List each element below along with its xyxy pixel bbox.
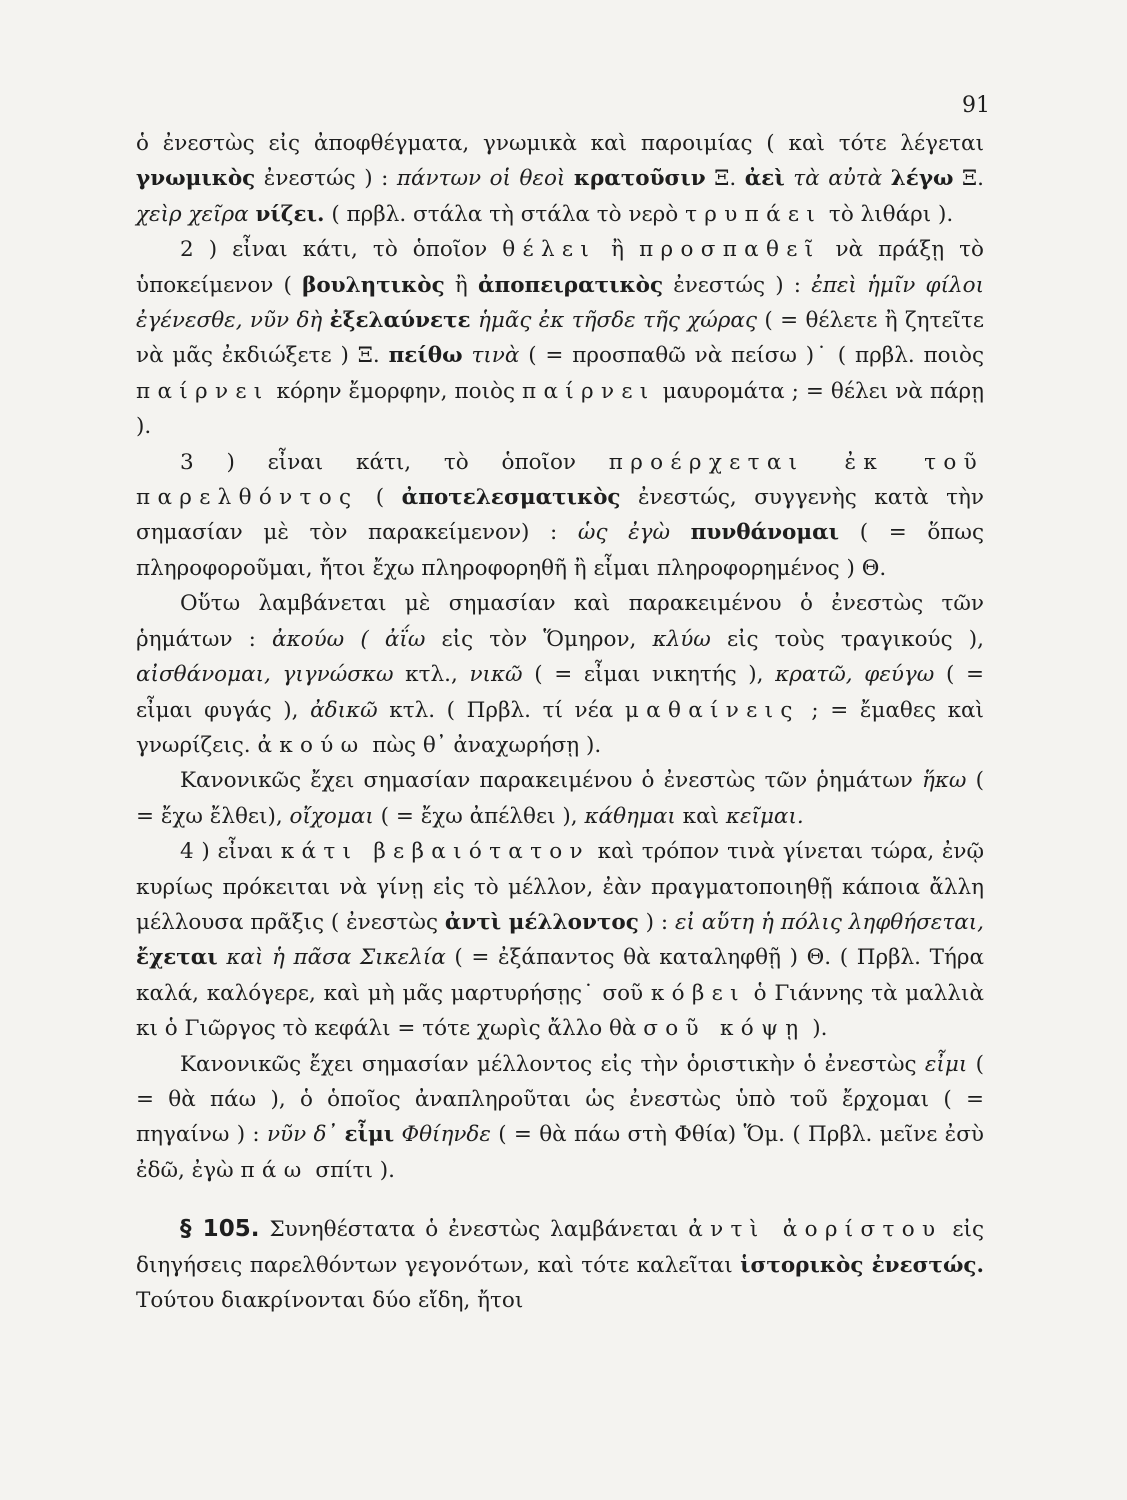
- example: πάντων οἱ θεοὶ: [396, 166, 566, 192]
- text: ὁ ἐνεστὼς εἰς ἀποφθέγματα, γνωμικὰ καὶ παροιμίας ( καὶ τότε λέγεται: [136, 131, 984, 156]
- paragraph-2: [136, 232, 984, 444]
- text: καὶ τρόπον τινὰ γίνεται τώρα, ἐνῷ κυρίως πρόκειται νὰ γίνῃ εἰς τὸ μέλλον, ἐὰν πραγματοποιηθῇ κάποια ἄλλη μέλλουσα πρᾶξις ( ἐνεστὼς: [136, 839, 984, 935]
- text: ( = εἶμαι φυγάς ),: [136, 662, 984, 723]
- example: ἀκούω ( ἀΐω: [272, 626, 426, 652]
- spaced-word: προσπαθεῖ: [639, 237, 821, 263]
- example: ἀδικῶ: [310, 697, 378, 723]
- term: ἀποτελεσματικὸς: [401, 485, 621, 511]
- spaced-word: παίρνει: [522, 378, 656, 404]
- paragraph-5: [136, 763, 984, 834]
- example: τὰ αὐτὰ: [793, 166, 883, 192]
- text: ἐνεστώς, συγγενὴς κατὰ τὴν σημασίαν μὲ τὸν παρακείμενον) :: [136, 485, 984, 546]
- text: ) :: [638, 909, 675, 935]
- example: εἰ αὕτη ἡ πόλις ληφθήσεται,: [674, 909, 985, 935]
- text: ( πρβλ. στάλα τὴ στάλα τὸ νερὸ: [324, 201, 686, 227]
- spaced-word: τρυπάει: [685, 201, 823, 227]
- text: 4 ) εἶναι: [180, 839, 281, 865]
- text: καὶ: [675, 803, 726, 829]
- term: ἐξελαύνετε: [329, 308, 471, 334]
- term: γνωμικὸς: [136, 166, 256, 192]
- text: [337, 1122, 344, 1147]
- term: ἀεὶ: [744, 166, 785, 192]
- example: νικῶ: [469, 662, 523, 688]
- example: ἡμᾶς ἐκ τῆσδε τῆς χώρας: [477, 308, 757, 334]
- example: κλύω: [652, 626, 711, 652]
- text: ἐνεστώς ) :: [663, 272, 812, 298]
- example: κρατῶ, φεύγω: [775, 662, 935, 688]
- example: καὶ ἡ πᾶσα Σικελία: [226, 945, 446, 971]
- text: ὁ Γιάννης τὰ μαλλιὰ κι ὁ Γιῶργος τὸ κεφάλι = τότε χωρὶς ἄλλο θὰ: [136, 980, 984, 1042]
- spaced-word: παίρνει: [136, 378, 270, 404]
- paragraph-3: [136, 445, 984, 587]
- example: εἶμι: [924, 1051, 968, 1077]
- text: κτλ. ( Πρβλ. τί νέα: [377, 697, 625, 723]
- example: τινὰ: [471, 343, 520, 369]
- text: [471, 308, 478, 333]
- text: ( = εἶμαι νικητής ),: [522, 662, 776, 688]
- spaced-word: προέρχεται ἐκ τοῦ παρελθόντος: [136, 449, 985, 511]
- section-number: § 105.: [180, 1216, 260, 1243]
- text: Συνηθέστατα ὁ ἐνεστὼς λαμβάνεται: [259, 1217, 689, 1243]
- text: Ξ.: [705, 166, 745, 192]
- example: οἴχομαι: [289, 803, 374, 829]
- text: σπίτι ).: [308, 1157, 396, 1183]
- text: [882, 166, 891, 191]
- term: πείθω: [388, 343, 463, 369]
- text-body: [136, 126, 984, 1318]
- spaced-word: πάω: [240, 1157, 309, 1183]
- example: κάθημαι: [584, 803, 676, 829]
- example: νῦν δ᾽: [266, 1122, 338, 1148]
- text: ( = θέλετε ἢ ζητεῖτε νὰ μᾶς ἐκδιώξετε ) Ξ.: [136, 308, 985, 369]
- term: ἀντὶ μέλλοντος: [444, 909, 639, 935]
- text: Κανονικῶς ἔχει σημασίαν παρακειμένου ὁ ἐνεστὼς τῶν ῥημάτων: [180, 768, 922, 794]
- text: κόρην ἔμορφην, ποιὸς: [269, 378, 523, 404]
- example: χεὶρ χεῖρα: [136, 201, 249, 227]
- example: ἥκω: [921, 768, 967, 794]
- text: (: [358, 485, 402, 511]
- text: κτλ.,: [393, 662, 470, 688]
- paragraph-1: [136, 126, 984, 232]
- paragraph-6: [136, 834, 984, 1046]
- text: Τούτου διακρίνονται δύο εἴδη, ἤτοι: [136, 1288, 524, 1313]
- text: ( = ὅπως πληροφοροῦμαι, ἤτοι ἔχω πληροφορηθῆ ἢ εἶμαι πληροφορημένος ) Θ.: [136, 520, 984, 581]
- example: αἰσθάνομαι, γιγνώσκω: [136, 662, 394, 688]
- example: Φθίηνδε: [401, 1122, 491, 1148]
- example: κεῖμαι.: [725, 803, 804, 829]
- text: ( = ἔχω ἔλθει),: [136, 768, 984, 829]
- term: ἀποπειρατικὸς: [477, 272, 664, 298]
- spaced-word: θέλει: [502, 237, 597, 263]
- text: ( = ἐξάπαντος θὰ καταληφθῇ ) Θ. ( Πρβλ. Τήρα καλά, καλόγερε, καὶ μὴ μᾶς μαρτυρήσῃς˙ σοῦ: [136, 945, 984, 1006]
- text: 3 ) εἶναι κάτι, τὸ ὁποῖον: [180, 449, 609, 475]
- term: ἔχεται: [136, 945, 218, 971]
- text: εἰς τοὺς τραγικούς ),: [710, 626, 985, 652]
- text: ( = προσπαθῶ νὰ πείσω )˙ ( πρβλ. ποιὸς: [519, 343, 984, 369]
- text: πὼς θ᾽ ἀναχωρήσῃ ).: [365, 732, 602, 758]
- spaced-word: μαθαίνεις: [624, 697, 800, 723]
- text: [785, 166, 794, 191]
- example: ἐπεὶ ἡμῖν φίλοι ἐγένεσθε, νῦν δὴ: [136, 272, 984, 334]
- text: ).: [805, 1016, 828, 1042]
- spaced-word: ἀκούω: [257, 732, 366, 758]
- example: ὡς ἐγὼ: [577, 520, 671, 546]
- term: νίζει.: [255, 201, 325, 227]
- text: [670, 520, 691, 545]
- text: τὸ λιθάρι ).: [822, 201, 954, 227]
- text: 2 ) εἶναι κάτι, τὸ ὁποῖον: [180, 237, 503, 263]
- text: [565, 166, 574, 191]
- term: βουλητικὸς: [302, 272, 445, 298]
- text: Κανονικῶς ἔχει σημασίαν μέλλοντος εἰς τὴν ὁριστικὴν ὁ ἐνεστὼς: [180, 1051, 925, 1077]
- section-gap: [136, 1188, 984, 1212]
- term: λέγω: [890, 166, 954, 192]
- text: μαυρομάτα ; = θέλει νὰ πάρῃ ).: [136, 378, 985, 440]
- term: κρατοῦσιν: [573, 166, 706, 192]
- text: εἰς διηγήσεις παρελθόντων γεγονότων, καὶ τότε καλεῖται: [136, 1217, 984, 1278]
- term: εἶμι: [344, 1122, 395, 1148]
- spaced-word: σοῦ κόψῃ: [643, 1016, 806, 1042]
- paragraph-4: [136, 586, 984, 763]
- spaced-word: κόβει: [650, 980, 746, 1006]
- text: ἐνεστώς ) :: [255, 166, 397, 192]
- term: πυνθάνομαι: [690, 520, 840, 546]
- text: ( = θὰ πάω ), ὁ ὁποῖος ἀναπληροῦται ὡς ἐνεστὼς ὑπὸ τοῦ ἔρχομαι ( = πηγαίνω ) :: [136, 1051, 984, 1148]
- text: ( = ἔχω ἀπέλθει ),: [373, 803, 585, 829]
- text: ( = θὰ πάω στὴ Φθία) Ὅμ. ( Πρβλ. μεῖνε ἐσὺ ἐδῶ, ἐγὼ: [136, 1122, 984, 1183]
- text: [322, 308, 329, 333]
- text: εἰς τὸν Ὅμηρον,: [425, 626, 653, 652]
- text: νὰ πράξῃ τὸ ὑποκείμενον (: [136, 237, 984, 298]
- text: ἢ: [596, 237, 640, 263]
- section-105-paragraph: [136, 1212, 984, 1318]
- paragraph-7: [136, 1047, 984, 1189]
- spaced-word: ἀντὶ ἀορίστου: [688, 1217, 943, 1243]
- text: ; = ἔμαθες καὶ γνωρίζεις.: [136, 697, 984, 758]
- spaced-word: κάτι βεβαιότατον: [280, 839, 590, 865]
- term: ἱστορικὸς ἐνεστώς.: [740, 1252, 985, 1278]
- text: ἢ: [444, 272, 478, 298]
- text: Οὕτω λαμβάνεται μὲ σημασίαν καὶ παρακειμένου ὁ ἐνεστὼς τῶν ῥημάτων :: [136, 591, 984, 652]
- text: Ξ.: [953, 166, 985, 192]
- page-number: 91: [962, 93, 990, 118]
